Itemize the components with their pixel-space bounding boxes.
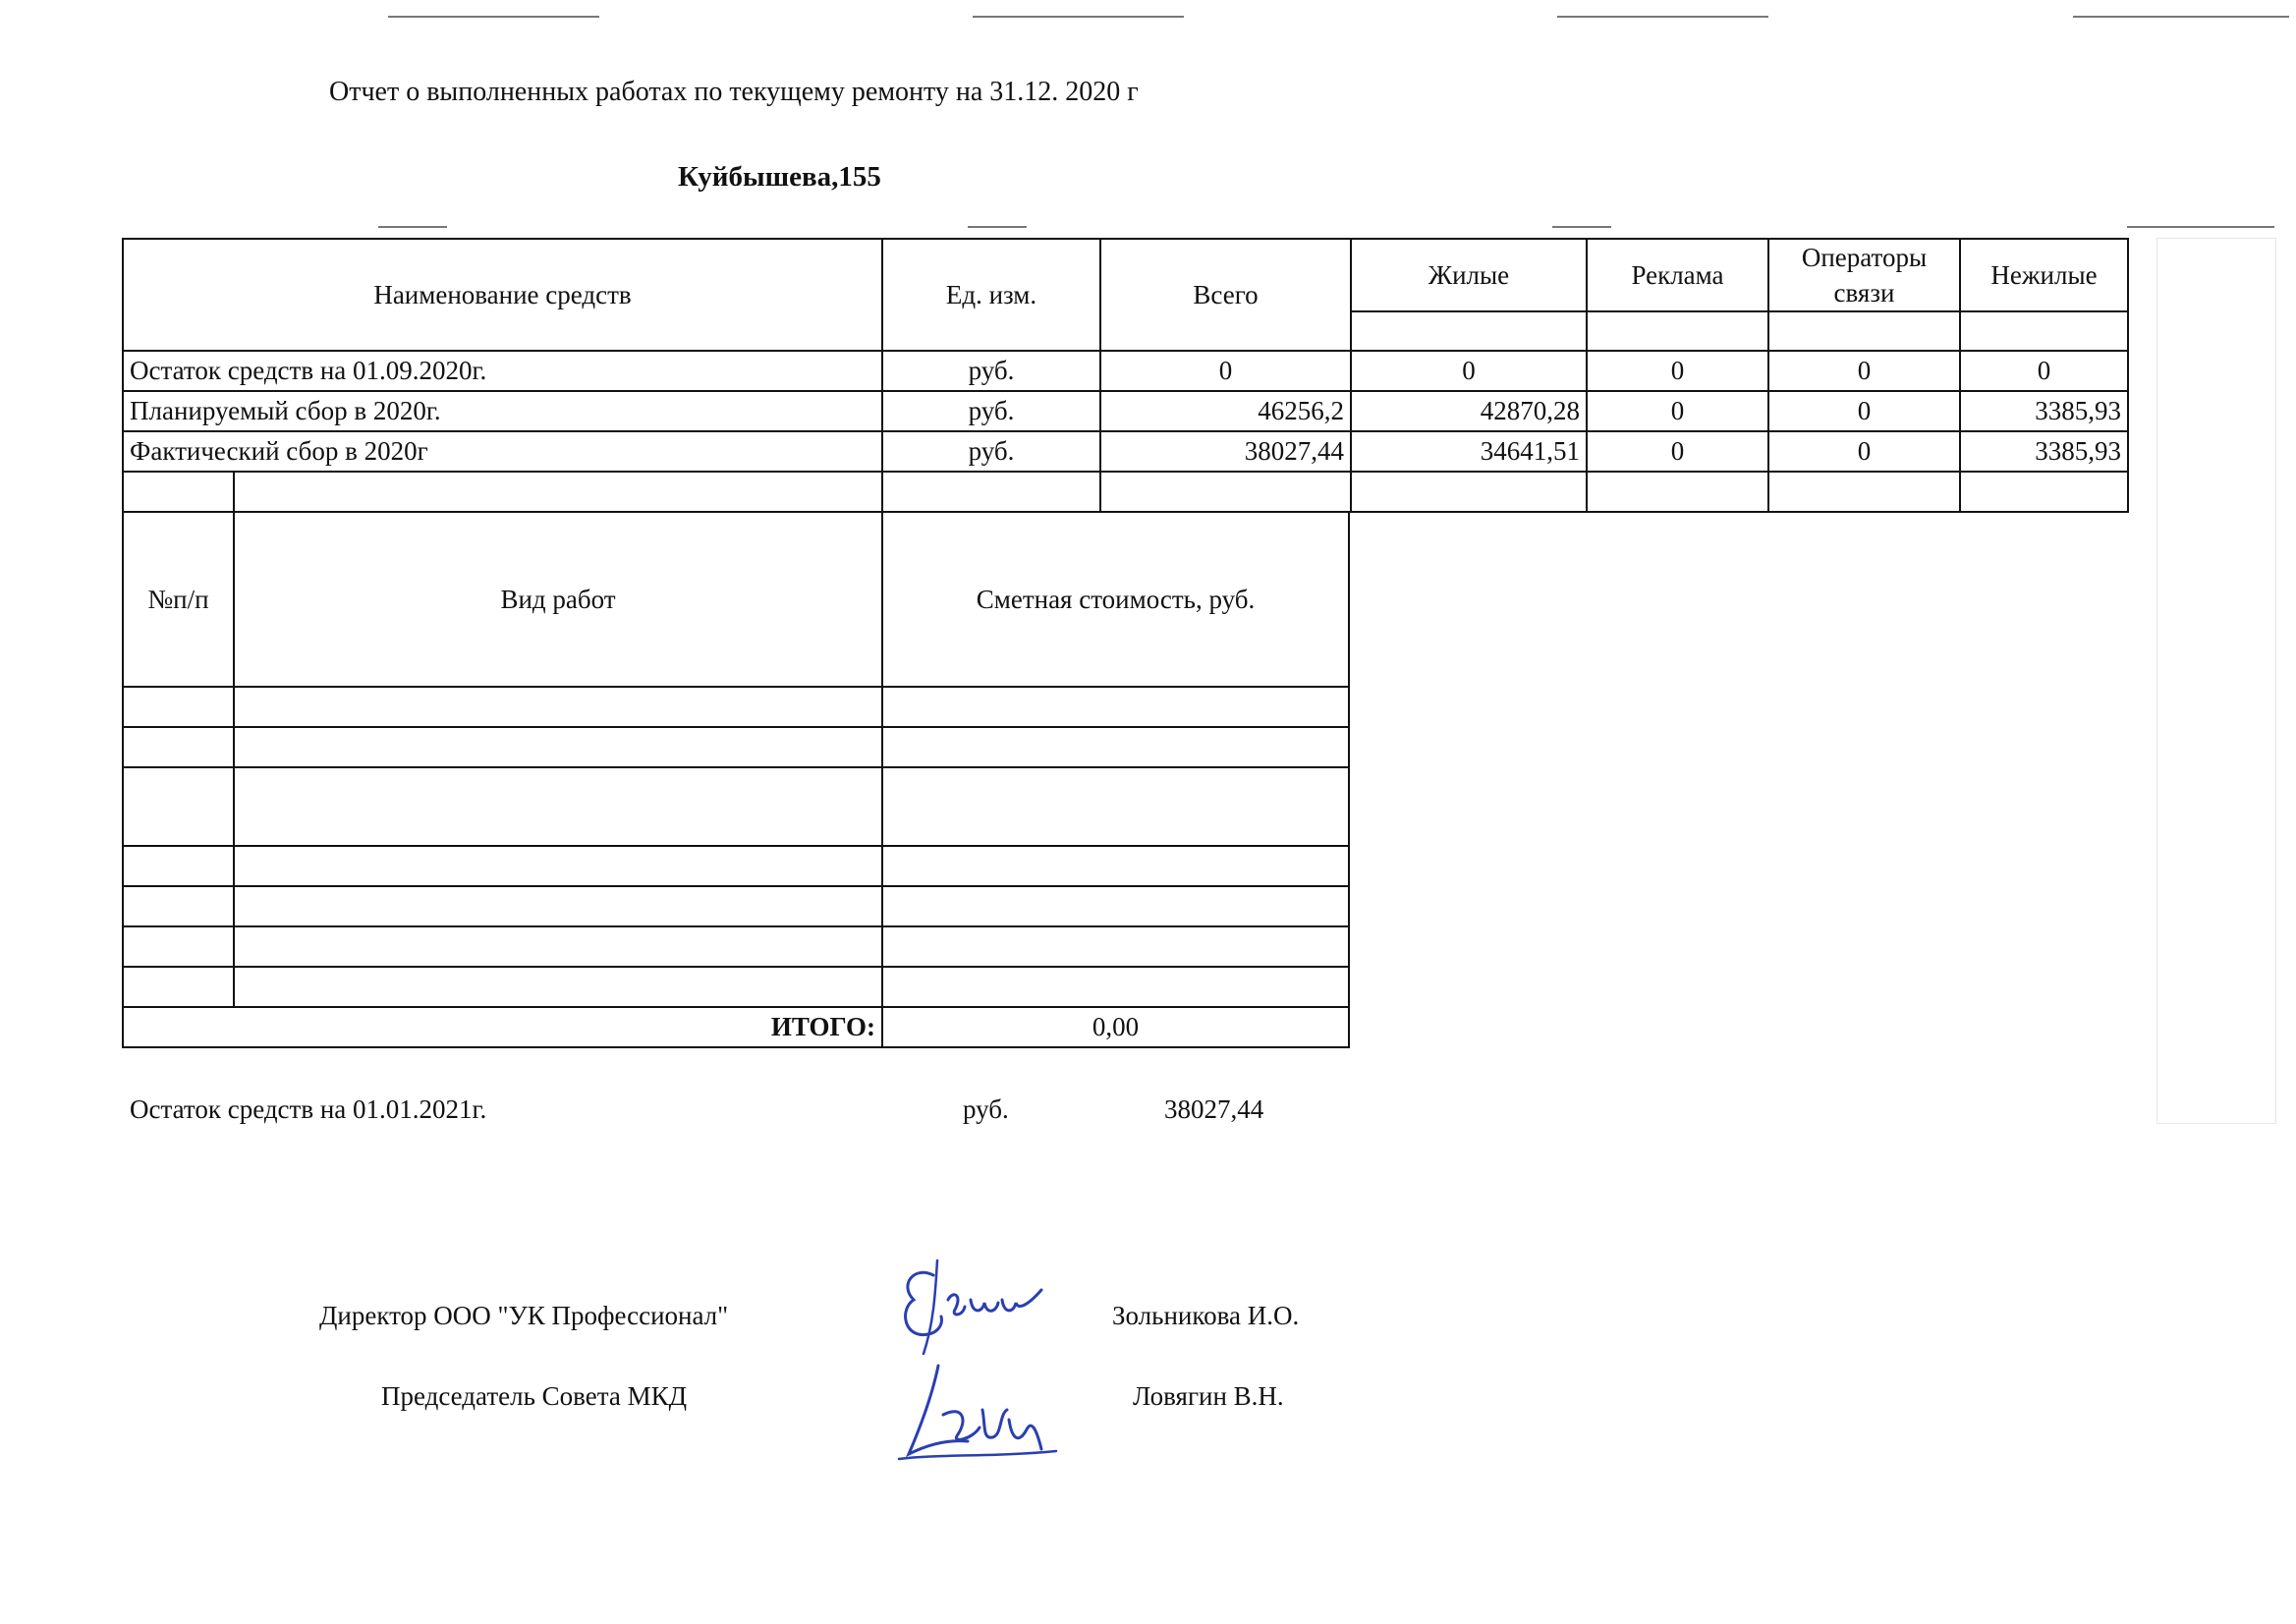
fund-total: 38027,44 xyxy=(1100,431,1351,472)
empty-cell xyxy=(882,472,1100,512)
empty-cell xyxy=(1587,472,1768,512)
fund-name: Фактический сбор в 2020г xyxy=(123,431,882,472)
scan-artifact xyxy=(388,16,599,18)
fund-nonresidential: 0 xyxy=(1960,351,2128,391)
fund-residential: 0 xyxy=(1351,351,1587,391)
fund-residential: 42870,28 xyxy=(1351,391,1587,431)
chairman-signature xyxy=(889,1361,1066,1474)
fund-operators: 0 xyxy=(1768,391,1960,431)
header-nonresidential: Нежилые xyxy=(1960,239,2128,311)
header-work-type: Вид работ xyxy=(234,512,882,687)
chairman-name: Ловягин В.Н. xyxy=(1133,1381,1284,1411)
empty-cell xyxy=(234,886,882,926)
balance-value: 38027,44 xyxy=(1164,1094,1264,1124)
header-residential: Жилые xyxy=(1351,239,1587,311)
empty-cell xyxy=(123,846,234,886)
empty-cell xyxy=(123,687,234,727)
fund-advertising: 0 xyxy=(1587,391,1768,431)
fund-unit: руб. xyxy=(882,391,1100,431)
scan-artifact xyxy=(973,16,1184,18)
scan-ghost-frame xyxy=(2156,238,2276,1124)
director-name: Зольникова И.О. xyxy=(1112,1301,1300,1330)
table-row xyxy=(123,886,1349,926)
empty-cell xyxy=(1960,472,2128,512)
empty-cell xyxy=(1100,472,1351,512)
empty-cell xyxy=(882,846,1349,886)
header-subcell xyxy=(1587,311,1768,351)
empty-cell xyxy=(882,967,1349,1007)
header-operators: Операторы связи xyxy=(1768,239,1960,311)
empty-cell xyxy=(234,767,882,846)
empty-cell xyxy=(123,886,234,926)
scan-artifact xyxy=(2127,226,2274,228)
table-row xyxy=(123,967,1349,1007)
scan-artifact xyxy=(968,226,1027,228)
scan-artifact xyxy=(1552,226,1611,228)
header-subcell xyxy=(1960,311,2128,351)
fund-unit: руб. xyxy=(882,431,1100,472)
fund-advertising: 0 xyxy=(1587,431,1768,472)
scan-artifact xyxy=(2073,16,2289,18)
empty-cell xyxy=(1768,472,1960,512)
empty-cell xyxy=(882,767,1349,846)
fund-total: 0 xyxy=(1100,351,1351,391)
building-address: Куйбышева,155 xyxy=(678,161,881,193)
table-row xyxy=(123,431,2128,472)
table-row xyxy=(123,926,1349,967)
funds-table xyxy=(122,238,2129,513)
empty-cell xyxy=(234,846,882,886)
header-subcell xyxy=(1351,311,1587,351)
empty-cell xyxy=(882,926,1349,967)
header-fund-name: Наименование средств xyxy=(123,239,882,351)
director-role: Директор ООО "УК Профессионал" xyxy=(319,1301,729,1330)
balance-label: Остаток средств на 01.01.2021г. xyxy=(130,1094,487,1124)
empty-cell xyxy=(882,886,1349,926)
empty-cell xyxy=(1351,472,1587,512)
header-total: Всего xyxy=(1100,239,1351,351)
fund-name: Остаток средств на 01.09.2020г. xyxy=(123,351,882,391)
header-estimate: Сметная стоимость, руб. xyxy=(882,512,1349,687)
header-number: №п/п xyxy=(123,512,234,687)
works-table xyxy=(122,511,1350,1048)
total-value: 0,00 xyxy=(882,1007,1349,1047)
empty-cell xyxy=(123,727,234,767)
table-row xyxy=(123,727,1349,767)
fund-nonresidential: 3385,93 xyxy=(1960,391,2128,431)
header-advertising: Реклама xyxy=(1587,239,1768,311)
empty-cell xyxy=(882,727,1349,767)
fund-nonresidential: 3385,93 xyxy=(1960,431,2128,472)
scan-artifact xyxy=(378,226,447,228)
empty-cell xyxy=(234,472,882,512)
header-unit: Ед. изм. xyxy=(882,239,1100,351)
report-title: Отчет о выполненных работах по текущему ремонту на 31.12. 2020 г xyxy=(329,77,1139,107)
director-signature xyxy=(894,1256,1051,1364)
chairman-role: Председатель Совета МКД xyxy=(381,1381,688,1411)
header-subcell xyxy=(1768,311,1960,351)
empty-cell xyxy=(234,967,882,1007)
scan-artifact xyxy=(1557,16,1768,18)
table-row xyxy=(123,846,1349,886)
empty-cell xyxy=(123,767,234,846)
balance-unit: руб. xyxy=(963,1094,1009,1124)
empty-cell xyxy=(123,926,234,967)
fund-operators: 0 xyxy=(1768,351,1960,391)
fund-residential: 34641,51 xyxy=(1351,431,1587,472)
table-row-empty xyxy=(123,472,2128,512)
empty-cell xyxy=(123,472,234,512)
empty-cell xyxy=(234,727,882,767)
total-label: ИТОГО: xyxy=(123,1007,882,1047)
fund-name: Планируемый сбор в 2020г. xyxy=(123,391,882,431)
empty-cell xyxy=(234,687,882,727)
table-row xyxy=(123,351,2128,391)
fund-unit: руб. xyxy=(882,351,1100,391)
table-row xyxy=(123,687,1349,727)
total-row xyxy=(123,1007,1349,1047)
table-row xyxy=(123,391,2128,431)
table-row xyxy=(123,767,1349,846)
empty-cell xyxy=(234,926,882,967)
fund-operators: 0 xyxy=(1768,431,1960,472)
fund-advertising: 0 xyxy=(1587,351,1768,391)
empty-cell xyxy=(882,687,1349,727)
fund-total: 46256,2 xyxy=(1100,391,1351,431)
empty-cell xyxy=(123,967,234,1007)
